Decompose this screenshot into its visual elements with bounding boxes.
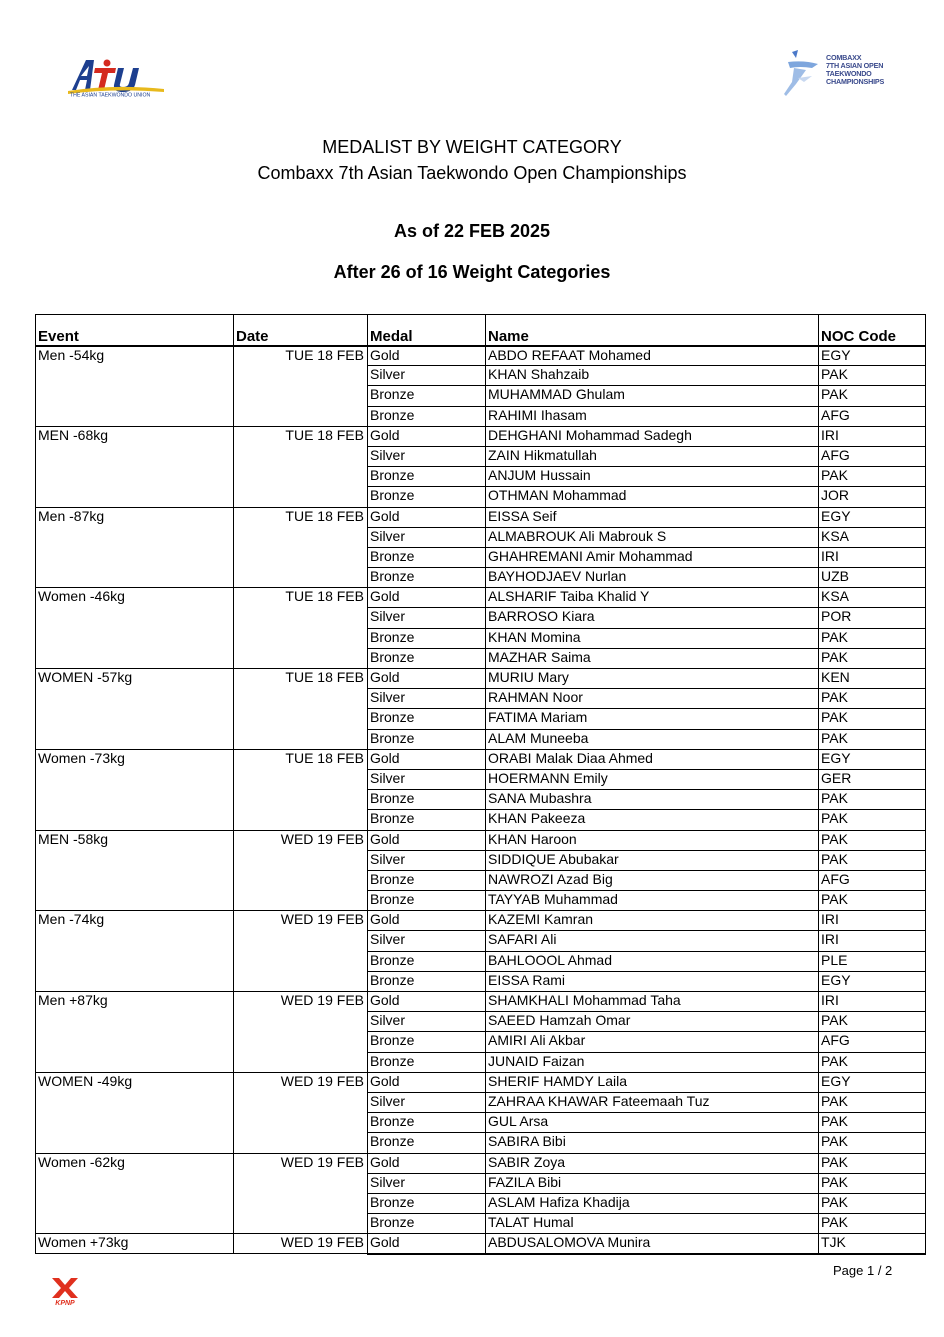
name-cell: JUNAID Faizan	[486, 1052, 819, 1072]
atu-logo	[64, 54, 168, 98]
table-row	[36, 648, 926, 668]
date-cell: WED 19 FEB	[234, 830, 368, 850]
table-row	[36, 911, 926, 931]
noc-code-cell: KSA	[819, 588, 926, 608]
document-subtitle: Combaxx 7th Asian Taekwondo Open Championships	[257, 163, 687, 183]
medal-cell: Bronze	[368, 810, 486, 830]
table-row	[36, 951, 926, 971]
event-cell	[36, 729, 234, 749]
column-header-noc-code: NOC Code	[819, 315, 926, 346]
table-row	[36, 1173, 926, 1193]
date-cell	[234, 1092, 368, 1112]
date-cell: TUE 18 FEB	[234, 426, 368, 446]
name-cell: SABIRA Bibi	[486, 1133, 819, 1153]
date-cell	[234, 971, 368, 991]
table-row	[36, 608, 926, 628]
medalist-table	[35, 314, 926, 1255]
noc-code-cell: PAK	[819, 1113, 926, 1133]
medal-cell: Bronze	[368, 568, 486, 588]
table-row	[36, 1052, 926, 1072]
name-cell: ABDUSALOMOVA Munira	[486, 1234, 819, 1254]
name-cell: EISSA Rami	[486, 971, 819, 991]
date-cell	[234, 891, 368, 911]
date-cell	[234, 568, 368, 588]
medal-cell: Bronze	[368, 386, 486, 406]
event-cell: Men -54kg	[36, 346, 234, 366]
name-cell: FATIMA Mariam	[486, 709, 819, 729]
table-row	[36, 426, 926, 446]
medal-cell: Gold	[368, 911, 486, 931]
event-cell: Men -74kg	[36, 911, 234, 931]
event-cell: WOMEN -49kg	[36, 1072, 234, 1092]
noc-code-cell: AFG	[819, 446, 926, 466]
name-cell: AMIRI Ali Akbar	[486, 1032, 819, 1052]
name-cell: MAZHAR Saima	[486, 648, 819, 668]
noc-code-cell: IRI	[819, 931, 926, 951]
medal-cell: Silver	[368, 608, 486, 628]
medal-cell: Gold	[368, 1153, 486, 1173]
name-cell: FAZILA Bibi	[486, 1173, 819, 1193]
medal-cell: Bronze	[368, 870, 486, 890]
event-cell	[36, 446, 234, 466]
medal-cell: Bronze	[368, 951, 486, 971]
name-cell: BAHLOOOL Ahmad	[486, 951, 819, 971]
date-cell	[234, 386, 368, 406]
noc-code-cell: PAK	[819, 1092, 926, 1112]
name-cell: SHAMKHALI Mohammad Taha	[486, 992, 819, 1012]
date-cell	[234, 648, 368, 668]
name-cell: ZAHRAA KHAWAR Fateemaah Tuz	[486, 1092, 819, 1112]
noc-code-cell: PAK	[819, 1052, 926, 1072]
table-row	[36, 1234, 926, 1254]
table-row	[36, 810, 926, 830]
date-cell	[234, 709, 368, 729]
name-cell: TALAT Humal	[486, 1214, 819, 1234]
categories-progress: After 26 of 16 Weight Categories	[333, 262, 611, 282]
name-cell: GUL Arsa	[486, 1113, 819, 1133]
event-cell	[36, 1052, 234, 1072]
event-cell	[36, 467, 234, 487]
name-cell: ABDO REFAAT Mohamed	[486, 346, 819, 366]
medal-cell: Silver	[368, 1092, 486, 1112]
medal-cell: Silver	[368, 769, 486, 789]
table-row	[36, 1214, 926, 1234]
noc-code-cell: PAK	[819, 386, 926, 406]
event-cell: Women -73kg	[36, 749, 234, 769]
column-header-name: Name	[486, 315, 819, 346]
noc-code-cell: EGY	[819, 346, 926, 366]
noc-code-cell: EGY	[819, 749, 926, 769]
table-row	[36, 1032, 926, 1052]
event-cell	[36, 850, 234, 870]
date-cell: WED 19 FEB	[234, 911, 368, 931]
name-cell: TAYYAB Muhammad	[486, 891, 819, 911]
table-row	[36, 891, 926, 911]
medal-cell: Bronze	[368, 729, 486, 749]
date-cell	[234, 628, 368, 648]
event-cell	[36, 608, 234, 628]
event-cell	[36, 790, 234, 810]
table-row	[36, 1193, 926, 1213]
name-cell: DEHGHANI Mohammad Sadegh	[486, 426, 819, 446]
table-row	[36, 386, 926, 406]
noc-code-cell: PAK	[819, 1133, 926, 1153]
noc-code-cell: PAK	[819, 1012, 926, 1032]
event-cell: Men -87kg	[36, 507, 234, 527]
noc-code-cell: PAK	[819, 628, 926, 648]
date-cell: WED 19 FEB	[234, 1153, 368, 1173]
table-header-row	[36, 315, 926, 346]
date-cell	[234, 406, 368, 426]
table-row	[36, 406, 926, 426]
date-cell	[234, 366, 368, 386]
date-cell	[234, 689, 368, 709]
date-cell	[234, 1032, 368, 1052]
table-row	[36, 1153, 926, 1173]
table-body	[36, 346, 926, 1254]
name-cell: RAHIMI Ihasam	[486, 406, 819, 426]
event-cell	[36, 709, 234, 729]
medal-cell: Gold	[368, 426, 486, 446]
medal-cell: Silver	[368, 850, 486, 870]
date-cell: TUE 18 FEB	[234, 749, 368, 769]
name-cell: MUHAMMAD Ghulam	[486, 386, 819, 406]
medal-cell: Bronze	[368, 1214, 486, 1234]
noc-code-cell: EGY	[819, 507, 926, 527]
medal-cell: Gold	[368, 992, 486, 1012]
event-cell	[36, 547, 234, 567]
noc-code-cell: AFG	[819, 1032, 926, 1052]
medal-cell: Gold	[368, 507, 486, 527]
medal-cell: Bronze	[368, 487, 486, 507]
date-cell	[234, 729, 368, 749]
medal-cell: Gold	[368, 669, 486, 689]
medal-cell: Bronze	[368, 1133, 486, 1153]
table-row	[36, 769, 926, 789]
event-cell: MEN -58kg	[36, 830, 234, 850]
page-number: Page 1 / 2	[833, 1263, 893, 1278]
table-row	[36, 931, 926, 951]
event-cell	[36, 1032, 234, 1052]
event-cell: Men +87kg	[36, 992, 234, 1012]
medal-cell: Silver	[368, 1173, 486, 1193]
combaxx-line-2: 7TH ASIAN OPEN	[826, 61, 884, 70]
table-row	[36, 729, 926, 749]
name-cell: ANJUM Hussain	[486, 467, 819, 487]
table-row	[36, 689, 926, 709]
combaxx-line-3: TAEKWONDO	[826, 69, 872, 78]
table-row	[36, 749, 926, 769]
noc-code-cell: PAK	[819, 891, 926, 911]
medal-cell: Gold	[368, 346, 486, 366]
medal-cell: Bronze	[368, 406, 486, 426]
event-cell	[36, 931, 234, 951]
noc-code-cell: IRI	[819, 992, 926, 1012]
name-cell: SHERIF HAMDY Laila	[486, 1072, 819, 1092]
event-cell: Women -46kg	[36, 588, 234, 608]
date-cell	[234, 1173, 368, 1193]
event-cell: MEN -68kg	[36, 426, 234, 446]
medal-cell: Gold	[368, 588, 486, 608]
document-title: MEDALIST BY WEIGHT CATEGORY	[322, 137, 622, 157]
event-cell: WOMEN -57kg	[36, 669, 234, 689]
event-cell	[36, 1012, 234, 1032]
medal-cell: Bronze	[368, 709, 486, 729]
noc-code-cell: POR	[819, 608, 926, 628]
name-cell: NAWROZI Azad Big	[486, 870, 819, 890]
event-cell	[36, 648, 234, 668]
noc-code-cell: PAK	[819, 729, 926, 749]
date-cell: TUE 18 FEB	[234, 346, 368, 366]
column-header-date: Date	[234, 315, 368, 346]
name-cell: ALAM Muneeba	[486, 729, 819, 749]
noc-code-cell: PAK	[819, 850, 926, 870]
table-row	[36, 1133, 926, 1153]
date-cell	[234, 1012, 368, 1032]
date-cell: TUE 18 FEB	[234, 588, 368, 608]
noc-code-cell: PAK	[819, 810, 926, 830]
table-row	[36, 790, 926, 810]
event-cell	[36, 406, 234, 426]
event-cell	[36, 628, 234, 648]
medal-cell: Bronze	[368, 971, 486, 991]
date-cell	[234, 1214, 368, 1234]
noc-code-cell: EGY	[819, 971, 926, 991]
event-cell	[36, 1173, 234, 1193]
medal-cell: Gold	[368, 1234, 486, 1254]
medal-cell: Silver	[368, 446, 486, 466]
name-cell: ALMABROUK Ali Mabrouk S	[486, 527, 819, 547]
medal-cell: Bronze	[368, 1113, 486, 1133]
date-cell	[234, 527, 368, 547]
noc-code-cell: UZB	[819, 568, 926, 588]
date-cell	[234, 790, 368, 810]
name-cell: BAYHODJAEV Nurlan	[486, 568, 819, 588]
table-row	[36, 1012, 926, 1032]
date-cell	[234, 870, 368, 890]
medal-cell: Silver	[368, 366, 486, 386]
medal-cell: Gold	[368, 830, 486, 850]
noc-code-cell: KEN	[819, 669, 926, 689]
date-cell	[234, 608, 368, 628]
medal-cell: Silver	[368, 527, 486, 547]
event-cell: Women +73kg	[36, 1234, 234, 1254]
medal-cell: Bronze	[368, 790, 486, 810]
table-row	[36, 870, 926, 890]
event-cell	[36, 1113, 234, 1133]
date-cell	[234, 1193, 368, 1213]
event-cell	[36, 689, 234, 709]
table-row	[36, 971, 926, 991]
noc-code-cell: PAK	[819, 790, 926, 810]
noc-code-cell: IRI	[819, 547, 926, 567]
event-cell	[36, 386, 234, 406]
medal-cell: Gold	[368, 749, 486, 769]
name-cell: ZAIN Hikmatullah	[486, 446, 819, 466]
name-cell: KAZEMI Kamran	[486, 911, 819, 931]
noc-code-cell: KSA	[819, 527, 926, 547]
medal-cell: Silver	[368, 1012, 486, 1032]
event-cell	[36, 527, 234, 547]
date-cell	[234, 850, 368, 870]
date-cell	[234, 769, 368, 789]
table-row	[36, 992, 926, 1012]
name-cell: MURIU Mary	[486, 669, 819, 689]
medal-cell: Bronze	[368, 547, 486, 567]
medal-cell: Bronze	[368, 648, 486, 668]
name-cell: KHAN Haroon	[486, 830, 819, 850]
noc-code-cell: PAK	[819, 1214, 926, 1234]
name-cell: SABIR Zoya	[486, 1153, 819, 1173]
medal-cell: Bronze	[368, 628, 486, 648]
column-header-medal: Medal	[368, 315, 486, 346]
table-row	[36, 487, 926, 507]
event-cell	[36, 810, 234, 830]
combaxx-line-4: CHAMPIONSHIPS	[826, 77, 885, 86]
table-row	[36, 346, 926, 366]
event-cell	[36, 366, 234, 386]
name-cell: OTHMAN Mohammad	[486, 487, 819, 507]
date-cell	[234, 931, 368, 951]
table-row	[36, 830, 926, 850]
medal-cell: Bronze	[368, 1193, 486, 1213]
medal-cell: Bronze	[368, 891, 486, 911]
name-cell: SANA Mubashra	[486, 790, 819, 810]
noc-code-cell: EGY	[819, 1072, 926, 1092]
noc-code-cell: JOR	[819, 487, 926, 507]
name-cell: KHAN Momina	[486, 628, 819, 648]
noc-code-cell: PAK	[819, 1153, 926, 1173]
combaxx-championships-logo	[778, 48, 890, 104]
noc-code-cell: PAK	[819, 1193, 926, 1213]
event-cell	[36, 951, 234, 971]
noc-code-cell: PAK	[819, 1173, 926, 1193]
kpnp-logo	[46, 1276, 84, 1306]
svg-text:THE ASIAN TAEKWONDO UNION: THE ASIAN TAEKWONDO UNION	[70, 92, 151, 98]
table-row	[36, 850, 926, 870]
name-cell: ALSHARIF Taiba Khalid Y	[486, 588, 819, 608]
svg-text:KPNP: KPNP	[55, 1300, 75, 1306]
table-row	[36, 669, 926, 689]
medal-cell: Silver	[368, 931, 486, 951]
noc-code-cell: PAK	[819, 709, 926, 729]
date-cell	[234, 487, 368, 507]
medal-cell: Bronze	[368, 467, 486, 487]
event-cell	[36, 1214, 234, 1234]
date-cell	[234, 467, 368, 487]
date-cell	[234, 446, 368, 466]
date-cell	[234, 1133, 368, 1153]
column-header-event: Event	[36, 315, 234, 346]
table-row	[36, 1113, 926, 1133]
name-cell: SAEED Hamzah Omar	[486, 1012, 819, 1032]
event-cell	[36, 1092, 234, 1112]
date-cell: WED 19 FEB	[234, 1234, 368, 1254]
medal-cell: Silver	[368, 689, 486, 709]
event-cell	[36, 487, 234, 507]
noc-code-cell: PAK	[819, 467, 926, 487]
name-cell: BARROSO Kiara	[486, 608, 819, 628]
event-cell: Women -62kg	[36, 1153, 234, 1173]
noc-code-cell: PAK	[819, 366, 926, 386]
event-cell	[36, 971, 234, 991]
name-cell: ASLAM Hafiza Khadija	[486, 1193, 819, 1213]
table-row	[36, 709, 926, 729]
event-cell	[36, 1133, 234, 1153]
date-cell	[234, 1113, 368, 1133]
medal-cell: Gold	[368, 1072, 486, 1092]
noc-code-cell: AFG	[819, 406, 926, 426]
table-row	[36, 568, 926, 588]
name-cell: HOERMANN Emily	[486, 769, 819, 789]
medalist-table-container	[35, 314, 925, 1255]
event-cell	[36, 870, 234, 890]
noc-code-cell: PAK	[819, 830, 926, 850]
table-row	[36, 366, 926, 386]
event-cell	[36, 891, 234, 911]
name-cell: GHAHREMANI Amir Mohammad	[486, 547, 819, 567]
name-cell: KHAN Pakeeza	[486, 810, 819, 830]
noc-code-cell: PLE	[819, 951, 926, 971]
date-cell	[234, 951, 368, 971]
name-cell: RAHMAN Noor	[486, 689, 819, 709]
table-row	[36, 446, 926, 466]
table-row	[36, 588, 926, 608]
date-cell: WED 19 FEB	[234, 1072, 368, 1092]
event-cell	[36, 769, 234, 789]
noc-code-cell: PAK	[819, 648, 926, 668]
as-of-date: As of 22 FEB 2025	[393, 221, 551, 241]
noc-code-cell: TJK	[819, 1234, 926, 1254]
name-cell: KHAN Shahzaib	[486, 366, 819, 386]
date-cell: TUE 18 FEB	[234, 507, 368, 527]
medal-cell: Bronze	[368, 1052, 486, 1072]
date-cell	[234, 810, 368, 830]
table-row	[36, 527, 926, 547]
table-row	[36, 467, 926, 487]
date-cell	[234, 1052, 368, 1072]
name-cell: SIDDIQUE Abubakar	[486, 850, 819, 870]
medal-cell: Bronze	[368, 1032, 486, 1052]
date-cell	[234, 547, 368, 567]
name-cell: EISSA Seif	[486, 507, 819, 527]
date-cell: TUE 18 FEB	[234, 669, 368, 689]
noc-code-cell: GER	[819, 769, 926, 789]
table-row	[36, 628, 926, 648]
table-row	[36, 507, 926, 527]
table-row	[36, 547, 926, 567]
name-cell: ORABI Malak Diaa Ahmed	[486, 749, 819, 769]
table-row	[36, 1092, 926, 1112]
combaxx-line-1: COMBAXX	[826, 53, 862, 62]
noc-code-cell: AFG	[819, 870, 926, 890]
table-row	[36, 1072, 926, 1092]
event-cell	[36, 568, 234, 588]
name-cell: SAFARI Ali	[486, 931, 819, 951]
date-cell: WED 19 FEB	[234, 992, 368, 1012]
noc-code-cell: IRI	[819, 426, 926, 446]
noc-code-cell: PAK	[819, 689, 926, 709]
noc-code-cell: IRI	[819, 911, 926, 931]
event-cell	[36, 1193, 234, 1213]
